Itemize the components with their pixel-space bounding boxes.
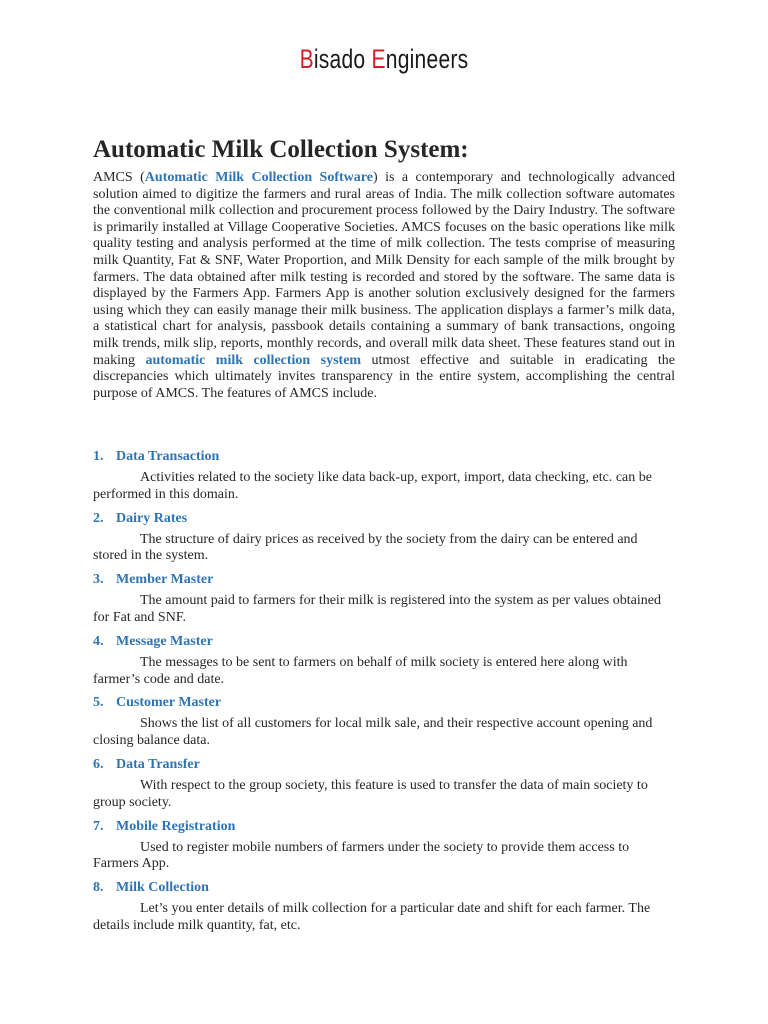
amcs-system-link[interactable]: automatic milk collection system — [145, 352, 362, 368]
intro-text-2: ) is a contemporary and technologically advanced solution aimed to digitize the farmers and rural areas of India. The milk collection software automates the conventional milk collection and procurement process followed by the Dairy Industry. The software is primarily installed at Village Cooperative Societies. AMCS focuses on the basic operations like milk quality testing and analysis performed at the time of milk collection. The tests comprise of measuring milk Quantity, Fat & SNF, Water Proportion, and Milk Density for each sample of the milk brought by farmers. The data obtained after milk testing is recorded and stored by the software. The same data is displayed by the Farmers App. Farmers App is another solution exclusively designed for the farmers using which they can easily manage their milk business. The application displays a farmer’s milk data, a statistical chart for analysis, passbook details containing a summary of bank transactions, ongoing milk trends, milk slip, reports, monthly records, and overall milk data sheet. These features stand out in making — [93, 170, 675, 368]
brand-text-part2: ngineers — [385, 44, 469, 74]
feature-title: Customer Master — [116, 695, 222, 711]
feature-item — [93, 633, 675, 689]
feature-item — [93, 448, 675, 504]
feature-number: 8. — [93, 880, 104, 896]
feature-item — [93, 510, 675, 566]
feature-title: Member Master — [116, 572, 214, 588]
feature-description: With respect to the group society, this feature is used to transfer the data of main society to group society. — [93, 777, 648, 810]
feature-heading — [93, 510, 675, 527]
feature-number: 5. — [93, 695, 104, 711]
feature-number: 6. — [93, 756, 104, 772]
amcs-link[interactable]: Automatic Milk Collection Software — [144, 170, 373, 185]
brand-text-part1: isado — [313, 44, 372, 74]
intro-text-3: utmost effective and suitable in eradicating the discrepancies which ultimately invites transparency in the entire system, accomplishing the central purpose of AMCS. The features of AMCS include. — [93, 352, 676, 401]
feature-description: The messages to be sent to farmers on behalf of milk society is entered here along with farmer’s code and date. — [93, 654, 628, 687]
feature-item — [93, 756, 675, 812]
feature-description: The amount paid to farmers for their milk is registered into the system as per values obtained for Fat and SNF. — [93, 593, 661, 625]
feature-title: Data Transfer — [116, 756, 200, 772]
feature-heading — [93, 571, 675, 588]
feature-description: Shows the list of all customers for local milk sale, and their respective account opening and closing balance data. — [93, 716, 653, 749]
feature-item — [93, 694, 675, 750]
feature-item — [93, 571, 675, 627]
feature-number: 3. — [93, 572, 104, 588]
feature-title: Mobile Registration — [116, 818, 236, 834]
page-title: Automatic Milk Collection System: — [93, 136, 469, 163]
feature-number: 1. — [93, 449, 104, 464]
feature-item — [93, 818, 675, 874]
feature-title: Dairy Rates — [116, 510, 188, 526]
feature-title: Message Master — [116, 633, 213, 649]
feature-number: 7. — [93, 818, 104, 834]
feature-title: Data Transaction — [116, 449, 220, 464]
feature-description: Used to register mobile numbers of farmers under the society to provide them access to Farmers App. — [93, 839, 630, 872]
feature-item — [93, 879, 675, 935]
feature-heading — [93, 818, 675, 835]
intro-paragraph — [93, 170, 675, 402]
feature-description: Activities related to the society like data back-up, export, import, data checking, etc. can be performed in this domain. — [93, 470, 652, 502]
intro-text-1: AMCS ( — [93, 170, 145, 185]
feature-heading — [93, 448, 675, 465]
feature-title: Milk Collection — [116, 880, 209, 896]
feature-number: 2. — [93, 510, 104, 526]
feature-heading — [93, 694, 675, 711]
features-list — [93, 448, 675, 941]
feature-heading — [93, 756, 675, 773]
brand-initial-e: E — [371, 44, 386, 74]
feature-number: 4. — [93, 633, 104, 649]
feature-description: The structure of dairy prices as received by the society from the dairy can be entered and stored in the system. — [93, 531, 638, 564]
brand-initial-b: B — [299, 44, 314, 74]
feature-description: Let’s you enter details of milk collection for a particular date and shift for each farmer. The details include milk quantity, fat, etc. — [93, 901, 651, 933]
feature-heading — [93, 879, 675, 896]
feature-heading — [93, 633, 675, 650]
brand-logo — [84, 44, 683, 75]
